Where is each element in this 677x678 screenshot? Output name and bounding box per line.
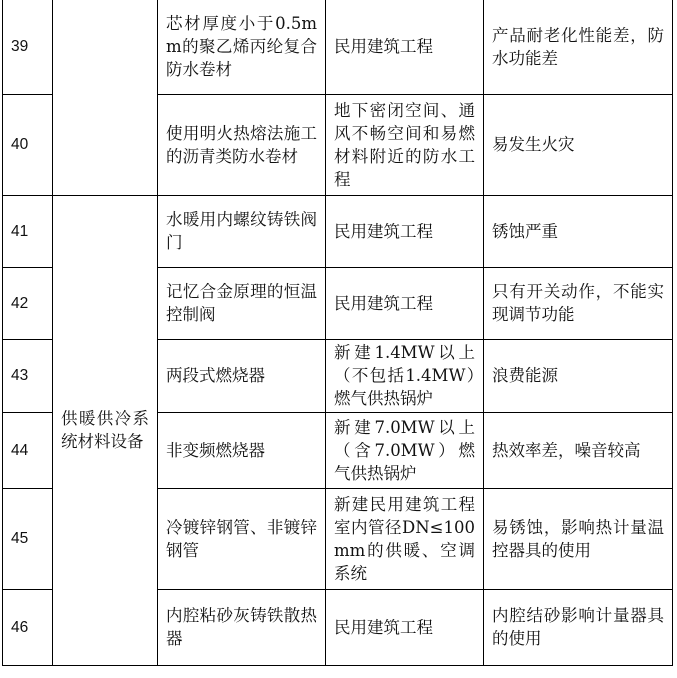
row-number: 40 bbox=[3, 94, 53, 195]
product-name: 使用明火热熔法施工的沥青类防水卷材 bbox=[158, 94, 326, 195]
product-name: 冷镀锌钢管、非镀锌钢管 bbox=[158, 488, 326, 589]
applicable-scope: 民用建筑工程 bbox=[326, 195, 484, 267]
product-name: 两段式燃烧器 bbox=[158, 339, 326, 412]
restriction-reason: 浪费能源 bbox=[484, 339, 673, 412]
applicable-scope: 新建民用建筑工程室内管径DN≤100mm的供暖、空调系统 bbox=[326, 488, 484, 589]
category-cell-empty bbox=[53, 0, 158, 195]
table-row bbox=[3, 195, 673, 267]
restricted-materials-table bbox=[2, 0, 673, 666]
applicable-scope: 新建7.0MW以上（含7.0MW）燃气供热锅炉 bbox=[326, 412, 484, 488]
product-name: 芯材厚度小于0.5mm的聚乙烯丙纶复合防水卷材 bbox=[158, 0, 326, 94]
row-number: 43 bbox=[3, 339, 53, 412]
restriction-reason: 产品耐老化性能差，防水功能差 bbox=[484, 0, 673, 94]
applicable-scope: 民用建筑工程 bbox=[326, 0, 484, 94]
product-name: 非变频燃烧器 bbox=[158, 412, 326, 488]
restriction-reason: 易发生火灾 bbox=[484, 94, 673, 195]
restriction-reason: 热效率差，噪音较高 bbox=[484, 412, 673, 488]
product-name: 水暖用内螺纹铸铁阀门 bbox=[158, 195, 326, 267]
row-number: 41 bbox=[3, 195, 53, 267]
applicable-scope: 地下密闭空间、通风不畅空间和易燃材料附近的防水工程 bbox=[326, 94, 484, 195]
row-number: 42 bbox=[3, 267, 53, 339]
table-row bbox=[3, 0, 673, 94]
product-name: 记忆合金原理的恒温控制阀 bbox=[158, 267, 326, 339]
product-name: 内腔粘砂灰铸铁散热器 bbox=[158, 589, 326, 665]
restriction-reason: 只有开关动作，不能实现调节功能 bbox=[484, 267, 673, 339]
applicable-scope: 民用建筑工程 bbox=[326, 267, 484, 339]
applicable-scope: 新建1.4MW以上（不包括1.4MW）燃气供热锅炉 bbox=[326, 339, 484, 412]
row-number: 44 bbox=[3, 412, 53, 488]
restriction-reason: 易锈蚀，影响热计量温控器具的使用 bbox=[484, 488, 673, 589]
category-label: 供暖供冷系统材料设备 bbox=[53, 195, 158, 665]
row-number: 45 bbox=[3, 488, 53, 589]
restriction-reason: 内腔结砂影响计量器具的使用 bbox=[484, 589, 673, 665]
row-number: 39 bbox=[3, 0, 53, 94]
row-number: 46 bbox=[3, 589, 53, 665]
applicable-scope: 民用建筑工程 bbox=[326, 589, 484, 665]
restriction-reason: 锈蚀严重 bbox=[484, 195, 673, 267]
